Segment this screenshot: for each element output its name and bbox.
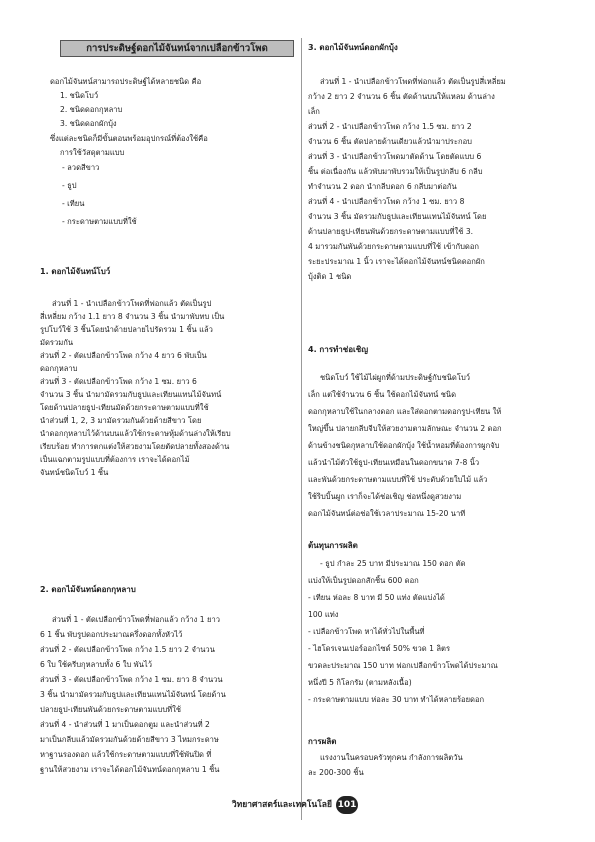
intro-line: - ธูป: [62, 181, 77, 190]
intro-line: 1. ชนิดโบว์: [60, 91, 99, 100]
body-line: ส่วนที่ 3 - นำเปลือกข้าวโพดมาตัดด้าน โดยตัดแบบ 6: [308, 152, 482, 161]
body-line: และพันด้วยกระดาษตามแบบที่ใช้ ประดับด้วยใบไม้ แล้ว: [308, 475, 488, 484]
section-heading: ต้นทุนการผลิต: [308, 541, 358, 550]
body-line: ส่วนที่ 2 - นำเปลือกข้าวโพด กว้าง 1.5 ซม. ยาว 2: [308, 122, 472, 131]
body-line: ชนิดโบว์ ใช้ไม้ไผ่ผูกที่ด้ามประดิษฐ์กับชนิดโบว์: [320, 373, 471, 382]
body-line: นำส่วนที่ 1, 2, 3 มามัดรวมกันด้วยด้ายสีขาว โดย: [40, 416, 202, 425]
intro-line: - ลวดสีขาว: [62, 163, 100, 172]
article-title-banner: การประดิษฐ์ดอกไม้จันทน์จากเปลือกข้าวโพด: [60, 40, 294, 57]
body-line: เล็ก: [308, 107, 320, 116]
body-line: ระยะประมาณ 1 นิ้ว เราจะได้ดอกไม้จันทน์ชนิดดอกผัก: [308, 257, 485, 266]
section-heading: 1. ดอกไม้จันทน์โบว์: [40, 267, 111, 276]
body-line: ละ 200-300 ชิ้น: [308, 768, 364, 777]
body-line: ชิ้น ต่อเนื่องกัน แล้วพับมาพับรวมให้เป็นรูปกลีบ 6 กลีบ: [308, 167, 483, 176]
intro-line: ซึ่งแต่ละชนิดก็มีขั้นตอนพร้อมอุปกรณ์ที่ต้องใช้คือ: [50, 134, 208, 143]
body-line: 100 แท่ง: [308, 610, 339, 619]
body-line: หนึ่งปี 5 กิโลกรัม (ตามหลังเนื้อ): [308, 678, 412, 687]
intro-line: การใช้วัสดุตามแบบ: [60, 148, 125, 157]
body-line: แบ่งให้เป็นรูปดอกสักชิ้น 600 ดอก: [308, 576, 419, 585]
body-line: ดอกกุหลาบใช้ในกลางดอก และใส่ดอกตามดอกรูป-เทียน ให้: [308, 407, 502, 416]
body-line: ดอกไม้จันทน์ต่อช่อใช้เวลาประมาณ 15-20 นาที: [308, 509, 466, 518]
body-line: 6 1 ชิ้น พับรูปดอกประมาณครึ่งดอกทั้งหัวไว้: [40, 630, 183, 639]
body-line: แล้วนำไม้ตัวใช้ธูป-เทียนเหมือนในดอกขนาด 7-8 นิ้ว: [308, 458, 480, 467]
body-line: ส่วนที่ 1 - นำเปลือกข้าวโพดที่ฟอกแล้ว ตัดเป็นรูป: [52, 299, 212, 308]
intro-line: - กระดาษตามแบบที่ใช้: [62, 217, 137, 226]
body-line: ใหญ่ขึ้น ปลายกลีบจีบให้สวยงามตามลักษณะ จำนวน 2 ดอก: [308, 424, 502, 433]
body-line: กว้าง 2 ยาว 2 จำนวน 6 ชิ้น ตัดด้านบนให้แหลม ด้านล่าง: [308, 92, 495, 101]
body-line: มัดรวมกัน: [40, 338, 74, 347]
column-divider: [301, 38, 302, 820]
body-line: เรียบร้อย ทำการตกแต่งให้สวยงามโดยตัดปลายทั้งสองด้าน: [40, 442, 230, 451]
body-line: ขวดละประมาณ 150 บาท ฟอกเปลือกข้าวโพดได้ประมาณ: [308, 661, 498, 670]
body-line: ดอกกุหลาบ: [40, 364, 78, 373]
body-line: 4 มารวมกันพันด้วยกระดาษตามแบบที่ใช้ เข้ากับดอก: [308, 242, 480, 251]
body-line: - เปลือกข้าวโพด หาได้ทั่วไปในพื้นที่: [308, 627, 425, 636]
body-line: ส่วนที่ 1 - นำเปลือกข้าวโพดที่ฟอกแล้ว ตัดเป็นรูปสี่เหลี่ยม: [320, 77, 506, 86]
body-line: หาฐานรองดอก แล้วใช้กระดาษตามแบบที่ใช้พันปิด ที่: [40, 750, 212, 759]
intro-line: 2. ชนิดดอกกุหลาบ: [60, 105, 123, 114]
body-line: - ธูป กำละ 25 บาท มีประมาณ 150 ดอก ตัด: [320, 559, 466, 568]
section-heading: 4. การทำช่อเชิญ: [308, 345, 369, 354]
body-line: สี่เหลี่ยม กว้าง 1.1 ยาว 8 จำนวน 3 ชิ้น นำมาพับทบ เป็น: [40, 312, 225, 321]
body-line: มาเป็นกลีบแล้วมัดรวมกันด้วยด้ายสีขาว 3 ไหมกระดาษ: [40, 735, 219, 744]
body-line: จำนวน 3 ชิ้น นำมามัดรวมกับธูปและเทียนแทนไม้จันทน์: [40, 390, 222, 399]
body-line: จำนวน 3 ชิ้น มัดรวมกับธูปและเทียนแทนไม้จันทน์ โดย: [308, 212, 487, 221]
body-line: ใช้ริบบิ้นผูก เราก็จะได้ช่อเชิญ ช่อหนึ่งดูสวยงาม: [308, 492, 462, 501]
body-line: จำนวน 6 ชิ้น ตัดปลายด้านเดียวแล้วนำมาประกอบ: [308, 137, 472, 146]
body-line: นำดอกกุหลาบไว้ด้านบนแล้วใช้กระดาษหุ้มด้านล่างให้เรียบ: [40, 429, 231, 438]
body-line: ทำจำนวน 2 ดอก นำกลีบดอก 6 กลีบมาต่อกัน: [308, 182, 457, 191]
body-line: โดยด้านปลายธูป-เทียนมัดด้วยกระดาษตามแบบที่ใช้: [40, 403, 209, 412]
intro-line: ดอกไม้จันทน์สามารถประดิษฐ์ได้หลายชนิด คือ: [50, 77, 202, 86]
body-line: ส่วนที่ 3 - ตัดเปลือกข้าวโพด กว้าง 1 ซม. ยาว 6: [40, 377, 197, 386]
magazine-name: วิทยาศาสตร์และเทคโนโลยี: [231, 800, 332, 810]
body-line: ปลายธูป-เทียนพันด้วยกระดาษตามแบบที่ใช้: [40, 705, 182, 714]
body-line: บุ้งติด 1 ชนิด: [308, 272, 352, 281]
body-line: เล็ก แต่ใช้จำนวน 6 ชิ้น ใช้ดอกไม้จันทน์ ชนิด: [308, 390, 457, 399]
section-heading: 3. ดอกไม้จันทน์ดอกผักบุ้ง: [308, 43, 398, 52]
body-line: ด้านปลายธูป-เทียนพันด้วยกระดาษตามแบบที่ใช้ 3.: [308, 227, 474, 236]
body-line: ส่วนที่ 3 - ตัดเปลือกข้าวโพด กว้าง 1 ซม. ยาว 8 จำนวน: [40, 675, 223, 684]
section-heading: 2. ดอกไม้จันทน์ดอกกุหลาบ: [40, 585, 136, 594]
body-line: ด้านข้างชนิดกุหลาบใช้ดอกผักบุ้ง ใช้น้ำหอมที่ต้องการผูกจับ: [308, 441, 500, 450]
body-line: เป็นแฉกตามรูปแบบที่ต้องการ เราจะได้ดอกไม้: [40, 455, 190, 464]
body-line: ส่วนที่ 1 - ตัดเปลือกข้าวโพดที่ฟอกแล้ว กว้าง 1 ยาว: [52, 615, 220, 624]
intro-line: 3. ชนิดดอกผักบุ้ง: [60, 119, 117, 128]
body-line: รูปโบว์ใช้ 3 ชิ้นโดยนำด้ายปลายไปรัดรวม 1 ชิ้น แล้ว: [40, 325, 213, 334]
body-line: แรงงานในครอบครัวทุกคน กำลังการผลิตวัน: [320, 753, 463, 762]
body-line: ส่วนที่ 2 - ตัดเปลือกข้าวโพด กว้าง 1.5 ยาว 2 จำนวน: [40, 645, 215, 654]
body-line: ส่วนที่ 4 - นำส่วนที่ 1 มาเป็นดอกตูม และนำส่วนที่ 2: [40, 720, 210, 729]
body-line: ส่วนที่ 2 - ตัดเปลือกข้าวโพด กว้าง 4 ยาว 6 พับเป็น: [40, 351, 207, 360]
body-line: ส่วนที่ 4 - นำเปลือกข้าวโพด กว้าง 1 ซม. ยาว 8: [308, 197, 465, 206]
section-heading: การผลิต: [308, 737, 337, 746]
body-line: - เทียน ห่อละ 8 บาท มี 50 แท่ง ตัดแบ่งได้: [308, 593, 445, 602]
body-line: จันทน์ชนิดโบว์ 1 ชิ้น: [40, 468, 109, 477]
body-line: 3 ชิ้น นำมามัดรวมกับธูปและเทียนแทนไม้จันทน์ โดยด้าน: [40, 690, 226, 699]
body-line: ฐานให้สวยงาม เราจะได้ดอกไม้จันทน์ดอกกุหลาบ 1 ชิ้น: [40, 765, 220, 774]
intro-line: - เทียน: [62, 199, 85, 208]
body-line: - ไฮโดรเจนเปอร์ออกไซด์ 50% ขวด 1 ลิตร: [308, 644, 451, 653]
body-line: 6 ใบ ใช้ครีบกุหลาบทั้ง 6 ใบ พันไว้: [40, 660, 152, 669]
body-line: - กระดาษตามแบบ ห่อละ 30 บาท ทำได้หลายร้อยดอก: [308, 695, 485, 704]
page-number-badge: 101: [336, 796, 358, 814]
